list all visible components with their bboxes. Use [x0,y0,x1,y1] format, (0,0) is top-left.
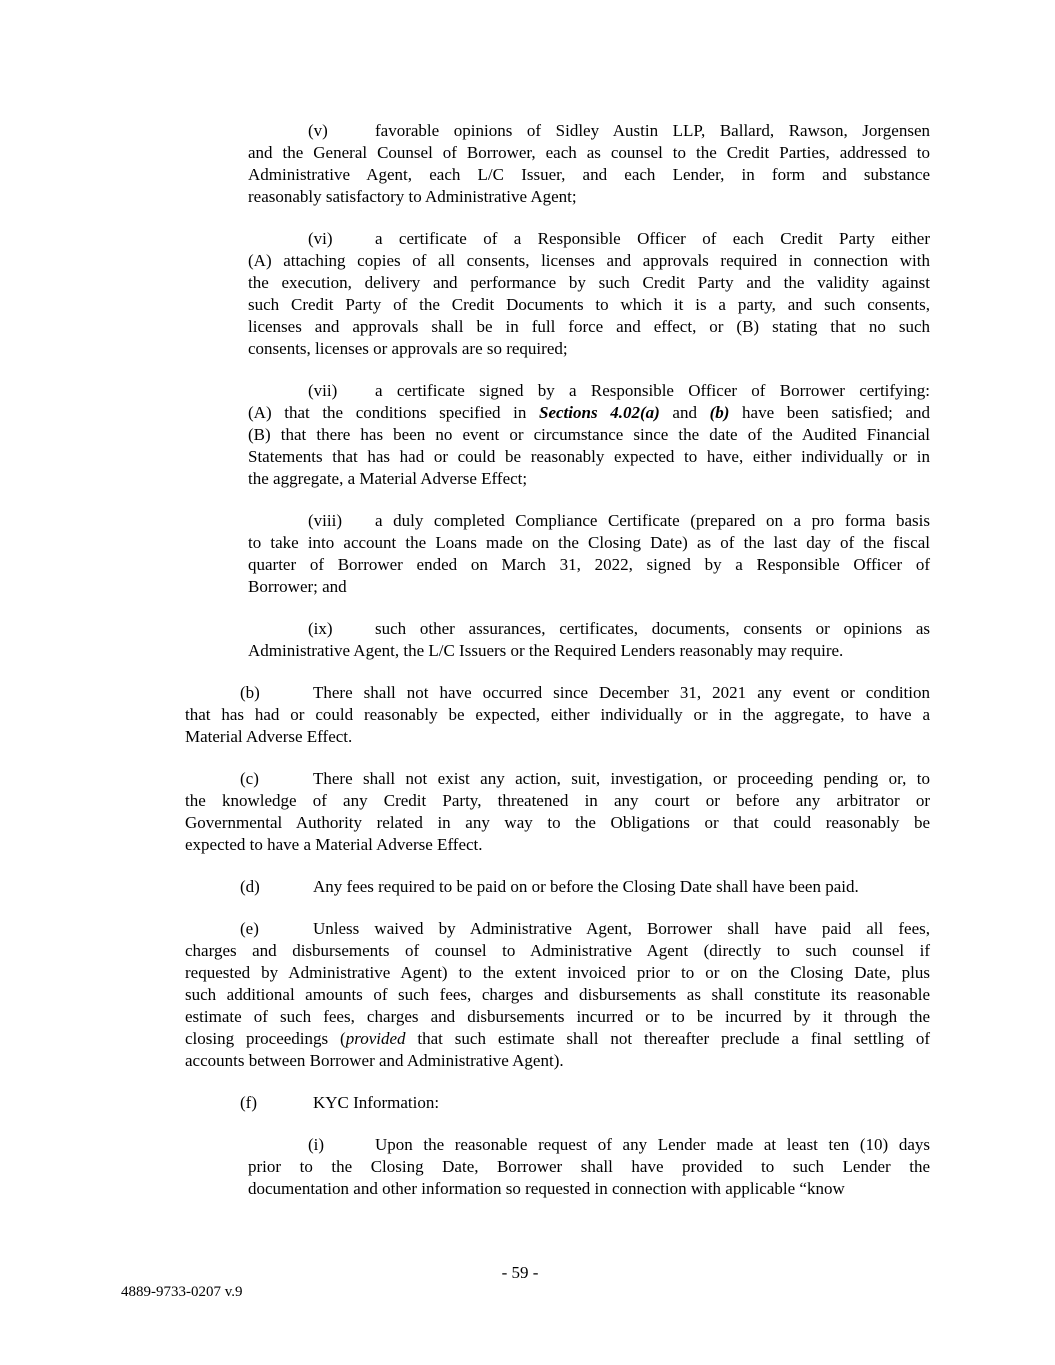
paragraph-vii [248,380,930,490]
paragraph-v [248,120,930,208]
text-line [185,768,930,790]
text-line [248,618,930,640]
text-segment: requested by Administrative Agent) to the extent invoiced prior to or on the Closing Date, plus [185,963,930,982]
text-segment: expected to have a Material Adverse Effect. [185,835,483,854]
text-segment: documentation and other information so requested in connection with applicable “know [248,1179,845,1198]
text-segment: Borrower; and [248,577,347,596]
text-segment: a duly completed Compliance Certificate (prepared on a pro forma basis [375,511,930,530]
text-line [185,726,930,748]
text-line [185,790,930,812]
paragraph-label: (c) [240,769,259,788]
paragraph-label: (vii) [308,381,338,400]
text-line [248,424,930,446]
text-line [248,554,930,576]
text-segment: KYC Information: [313,1093,440,1112]
text-segment: and [659,403,710,422]
text-segment: such other assurances, certificates, documents, consents or opinions as [375,619,930,638]
text-line [185,1028,930,1050]
text-segment: (b) [709,403,730,422]
paragraph-label: (v) [308,121,328,140]
text-line [248,294,930,316]
text-line [248,338,930,360]
text-line [248,1156,930,1178]
text-segment: Administrative Agent, the L/C Issuers or the Required Lenders reasonably may require. [248,641,844,660]
text-line [248,402,930,424]
text-segment: Statements that has had or could be reasonably expected to have, either individually or in [248,447,930,466]
text-segment: Upon the reasonable request of any Lender made at least ten (10) days [375,1135,930,1154]
paragraph-label: (vi) [308,229,333,248]
text-line [248,250,930,272]
text-line [248,510,930,532]
paragraph-d [185,876,930,898]
paragraph-label: (i) [308,1135,325,1154]
text-segment: Unless waived by Administrative Agent, Borrower shall have paid all fees, [313,919,930,938]
paragraph-viii [248,510,930,598]
text-segment: such Credit Party of the Credit Documents to which it is a party, and such consents, [248,295,930,314]
text-line [248,640,930,662]
text-line [248,446,930,468]
text-segment: accounts between Borrower and Administrative Agent). [185,1051,564,1070]
text-segment: consents, licenses or approvals are so required; [248,339,568,358]
text-segment: There shall not exist any action, suit, investigation, or proceeding pending or, to [313,769,930,788]
text-segment: estimate of such fees, charges and disbursements incurred or to be incurred by it through the [185,1007,930,1026]
text-segment: (A) attaching copies of all consents, licenses and approvals required in connection with [248,251,930,270]
text-segment: Governmental Authority related in any way to the Obligations or that could reasonably be [185,813,930,832]
paragraph-label: (d) [240,877,260,896]
paragraph-ix [248,618,930,662]
paragraph-label: (b) [240,683,260,702]
text-line [185,984,930,1006]
paragraph-c [185,768,930,856]
text-line [185,704,930,726]
text-line [248,468,930,490]
paragraph-b [185,682,930,748]
paragraph-label: (f) [240,1093,257,1112]
paragraph-f-i [248,1134,930,1200]
text-segment: (A) that the conditions specified in [248,403,540,422]
text-line [248,380,930,402]
text-line [248,1134,930,1156]
text-segment: that such estimate shall not thereafter preclude a final settling of [405,1029,930,1048]
text-line [185,1050,930,1072]
document-id-footer: 4889-9733-0207 v.9 [121,1284,243,1300]
text-line [185,918,930,940]
text-segment: a certificate signed by a Responsible Officer of Borrower certifying: [375,381,930,400]
text-line [185,940,930,962]
text-segment: Administrative Agent, each L/C Issuer, and each Lender, in form and substance [248,165,930,184]
text-line [185,812,930,834]
text-line [185,876,930,898]
text-line [185,834,930,856]
text-line [248,532,930,554]
text-segment: quarter of Borrower ended on March 31, 2022, signed by a Responsible Officer of [248,555,930,574]
text-segment: closing proceedings ( [185,1029,346,1048]
text-line [248,186,930,208]
text-segment: prior to the Closing Date, Borrower shall have provided to such Lender the [248,1157,930,1176]
text-line [185,1092,930,1114]
text-segment: Sections 4.02(a) [539,403,660,422]
text-segment: Any fees required to be paid on or before the Closing Date shall have been paid. [313,877,859,896]
text-segment: Material Adverse Effect. [185,727,353,746]
text-line [248,272,930,294]
text-line [248,164,930,186]
text-line [248,142,930,164]
paragraph-f [185,1092,930,1114]
text-segment: and the General Counsel of Borrower, each as counsel to the Credit Parties, addressed to [248,143,930,162]
page-number: - 59 - [501,1263,539,1282]
text-segment: (B) that there has been no event or circumstance since the date of the Audited Financial [248,425,930,444]
text-segment: provided [345,1029,406,1048]
paragraph-label: (ix) [308,619,333,638]
text-line [248,316,930,338]
text-segment: reasonably satisfactory to Administrative Agent; [248,187,577,206]
paragraph-vi [248,228,930,360]
paragraph-e [185,918,930,1072]
text-segment: to take into account the Loans made on the Closing Date) as of the last day of the fiscal [248,533,930,552]
text-segment: that has had or could reasonably be expected, either individually or in the aggregate, to have a [185,705,930,724]
text-segment: charges and disbursements of counsel to Administrative Agent (directly to such counsel if [185,941,930,960]
text-line [248,1178,930,1200]
document-body [185,120,930,1220]
text-segment: licenses and approvals shall be in full force and effect, or (B) stating that no such [248,317,930,336]
text-line [185,962,930,984]
text-segment: There shall not have occurred since December 31, 2021 any event or condition [313,683,930,702]
text-line [248,228,930,250]
text-segment: the aggregate, a Material Adverse Effect; [248,469,528,488]
text-segment: favorable opinions of Sidley Austin LLP, Ballard, Rawson, Jorgensen [375,121,930,140]
text-line [248,576,930,598]
text-segment: the knowledge of any Credit Party, threatened in any court or before any arbitrator or [185,791,930,810]
paragraph-label: (e) [240,919,259,938]
text-segment: the execution, delivery and performance by such Credit Party and the validity against [248,273,930,292]
text-line [185,682,930,704]
text-segment: have been satisfied; and [729,403,930,422]
paragraph-label: (viii) [308,511,342,530]
text-segment: such additional amounts of such fees, charges and disbursements as shall constitute its reasonable [185,985,930,1004]
text-segment: a certificate of a Responsible Officer of each Credit Party either [375,229,930,248]
text-line [248,120,930,142]
text-line [185,1006,930,1028]
